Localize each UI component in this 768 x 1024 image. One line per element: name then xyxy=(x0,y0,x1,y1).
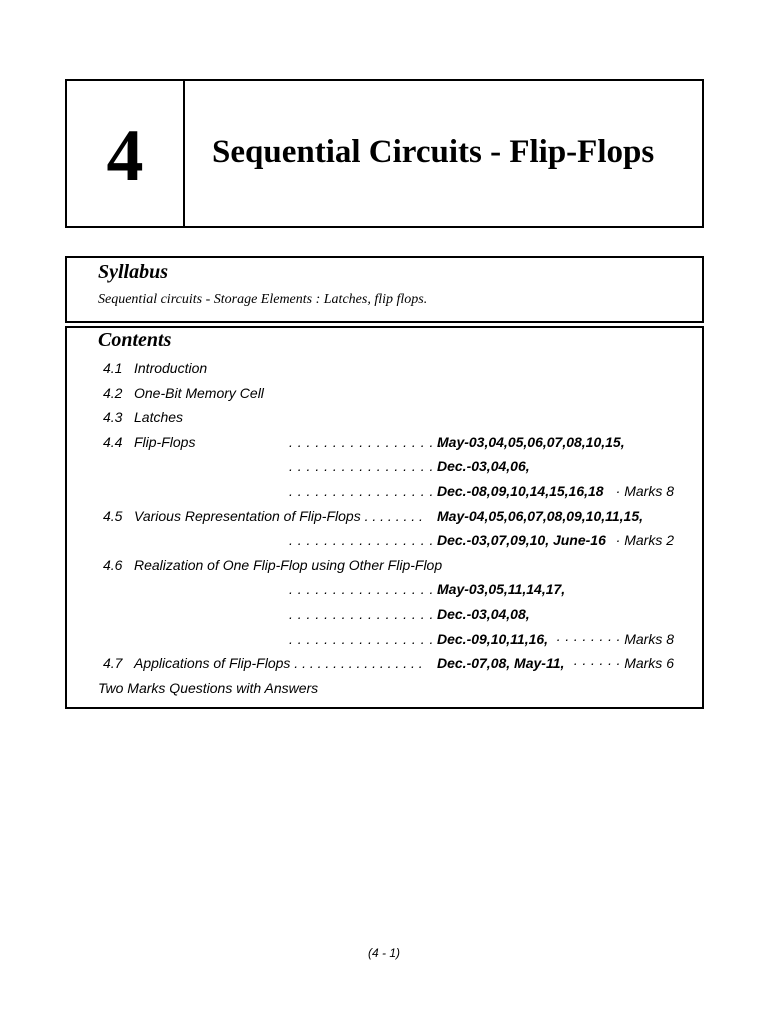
contents-row-title: Applications of Flip-Flops . . . . . . . . . . . . . . . . . xyxy=(134,655,423,672)
contents-row-leader: . . . . . . . . . . . . . . . . . . xyxy=(289,581,443,598)
contents-row xyxy=(67,653,702,673)
syllabus-text: Sequential circuits - Storage Elements : Latches, flip flops. xyxy=(98,292,428,307)
contents-row-exam-ref: May-03,04,05,06,07,08,10,15, xyxy=(437,433,625,450)
contents-row-number: 4.5 xyxy=(103,507,123,524)
contents-row-title: Realization of One Flip-Flop using Other Flip-Flop xyxy=(134,556,443,573)
contents-row-exam-ref: Dec.-03,07,09,10, June-16 xyxy=(437,532,606,549)
contents-row xyxy=(67,579,702,599)
contents-row-exam-ref: Dec.-07,08, May-11, xyxy=(437,655,565,672)
contents-row-title: Various Representation of Flip-Flops . . . . . . . . xyxy=(134,507,423,524)
contents-row xyxy=(67,678,702,698)
contents-row xyxy=(67,407,702,427)
syllabus-heading: Syllabus xyxy=(98,261,169,283)
contents-row-marks: · Marks 8 xyxy=(615,483,674,499)
chapter-title: Sequential Circuits - Flip-Flops xyxy=(212,134,655,170)
contents-row-exam-ref: Dec.-03,04,08, xyxy=(437,606,530,622)
contents-row xyxy=(67,358,702,378)
contents-row-number: 4.2 xyxy=(103,384,123,401)
contents-row-exam-ref: Dec.-03,04,06, xyxy=(437,458,530,475)
contents-row-marks: · · · · · · · · Marks 8 xyxy=(555,630,674,647)
contents-row-title: Two Marks Questions with Answers xyxy=(98,679,319,696)
contents-row-number: 4.4 xyxy=(103,433,123,450)
contents-row-leader: . . . . . . . . . . . . . . . . . . xyxy=(289,458,443,475)
contents-row-title: One-Bit Memory Cell xyxy=(134,384,264,401)
contents-row-marks: · · · · · · Marks 6 xyxy=(572,655,674,672)
contents-row-leader: . . . . . . . . . . . . . . . . . . xyxy=(289,630,443,647)
contents-row-exam-ref: May-03,05,11,14,17, xyxy=(437,581,566,598)
contents-row-exam-ref: Dec.-09,10,11,16, xyxy=(437,630,549,647)
contents-row-number: 4.6 xyxy=(103,556,123,573)
page-number: (4 - 1) xyxy=(367,946,400,960)
contents-row-number: 4.1 xyxy=(103,360,123,376)
contents-row xyxy=(67,506,702,526)
contents-row xyxy=(67,456,702,476)
contents-row-leader: . . . . . . . . . . . . . . . . . . xyxy=(289,532,443,549)
contents-row-leader: . . . . . . . . . . . . . . . . . . xyxy=(289,606,443,622)
contents-row xyxy=(67,530,702,550)
contents-row xyxy=(67,432,702,452)
contents-row-marks: · Marks 2 xyxy=(615,532,674,549)
syllabus-box xyxy=(65,256,704,323)
contents-row-title: Latches xyxy=(134,409,184,426)
contents-row-exam-ref: May-04,05,06,07,08,09,10,11,15, xyxy=(437,507,644,524)
contents-row xyxy=(67,481,702,501)
contents-row xyxy=(67,629,702,649)
contents-heading: Contents xyxy=(98,329,172,351)
contents-row-leader: . . . . . . . . . . . . . . . . . . xyxy=(289,433,443,450)
contents-row-exam-ref: Dec.-08,09,10,14,15,16,18 xyxy=(437,483,604,499)
contents-row-title: Introduction xyxy=(134,360,208,376)
contents-row-number: 4.3 xyxy=(103,409,123,426)
chapter-header xyxy=(65,79,704,228)
contents-row-number: 4.7 xyxy=(103,655,123,672)
contents-row-leader: . . . . . . . . . . . . . . . . . . xyxy=(289,483,443,499)
contents-row-title: Flip-Flops xyxy=(134,433,196,450)
contents-row xyxy=(67,555,702,575)
contents-row xyxy=(67,383,702,403)
chapter-number: 4 xyxy=(67,81,185,226)
contents-box xyxy=(65,326,704,709)
contents-row xyxy=(67,604,702,624)
